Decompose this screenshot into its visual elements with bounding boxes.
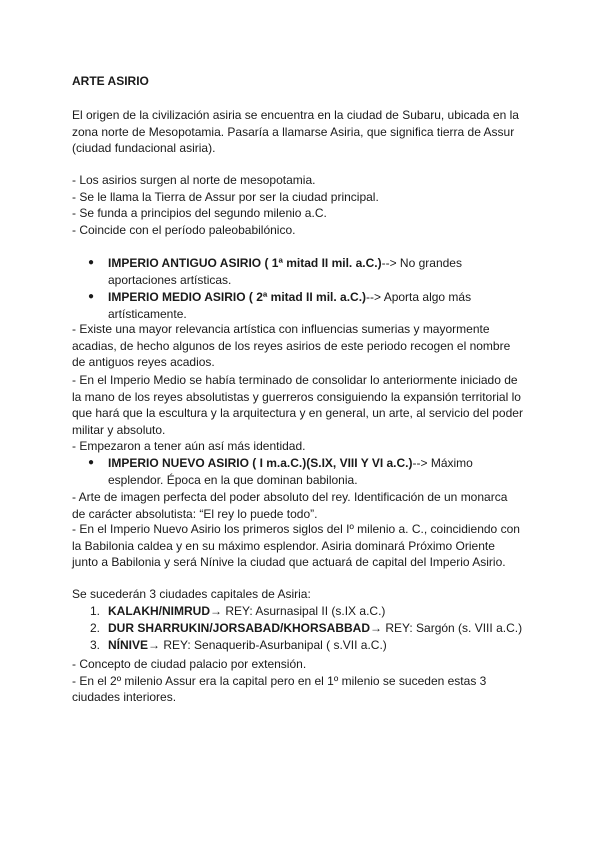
facts-list <box>72 172 532 238</box>
capitals-intro-text: Se sucederán 3 ciudades capitales de Asiria: <box>72 587 311 601</box>
nuevo-notes <box>72 521 532 571</box>
identity-note <box>72 438 532 455</box>
fact-item: - Coincide con el período paleobabilónico. <box>72 222 296 237</box>
capital-number: 3. <box>90 638 101 652</box>
note-line: - Arte de imagen perfecta del poder absoluto del rey. Identificación de un monarca <box>72 490 508 504</box>
note-line: junto a Babilonia y será Nínive la ciudad que actuará de capital del Imperio Asirio. <box>72 555 506 570</box>
note-line: la Babilonia caldea y en su máximo esplendor. Asiria dominará Próximo Oriente <box>72 538 495 553</box>
capital-number: 2. <box>90 621 101 635</box>
arrow-icon: → <box>370 621 383 635</box>
bullet-text: aportaciones artísticas. <box>108 272 232 287</box>
intro-line: El origen de la civilización asiria se encuentra en la ciudad de Subaru, ubicada en la <box>72 108 519 122</box>
note-line: la mano de los reyes absolutistas y guerreros consiguiendo la expansión territorial lo <box>72 389 521 404</box>
capital-item <box>90 637 387 654</box>
note-line: militar y absoluto. <box>72 422 166 437</box>
capital-item <box>90 603 385 620</box>
medio-notes <box>72 372 532 438</box>
note-line: - Empezaron a tener aún así más identidad. <box>72 439 306 453</box>
capital-king: REY: Asurnasipal II (s.IX a.C.) <box>222 604 386 618</box>
fact-item: - Los asirios surgen al norte de mesopotamia. <box>72 173 316 187</box>
note-line: - En el Imperio Nuevo Asirio los primeros siglos del Iº milenio a. C., coincidiendo con <box>72 522 520 536</box>
bullet-heading: IMPERIO ANTIGUO ASIRIO ( 1ª mitad II mil. a.C.) <box>108 256 382 270</box>
capital-city: DUR SHARRUKIN/JORSABAD/KHORSABBAD <box>108 621 371 635</box>
capital-king: REY: Sargón (s. VIII a.C.) <box>382 621 523 635</box>
bullet-dot-icon: ● <box>88 291 95 302</box>
antiguo-notes <box>72 321 532 371</box>
note-line: - Existe una mayor relevancia artística con influencias sumerias y mayormente <box>72 322 490 336</box>
arrow-icon: → <box>210 604 222 618</box>
fact-item: - Se funda a principios del segundo milenio a.C. <box>72 206 327 221</box>
bullet-text: artísticamente. <box>108 306 187 321</box>
capital-king: REY: Senaquerib-Asurbanipal ( s.VII a.C.) <box>160 638 387 652</box>
bullet-text: --> No grandes <box>381 256 462 270</box>
note-line: - En el Imperio Medio se había terminado de consolidar lo anteriormente iniciado de <box>72 373 518 387</box>
bullet-text: --> Aporta algo más <box>366 290 472 304</box>
bullet-dot-icon: ● <box>88 457 95 468</box>
bullet-text: --> Máximo <box>412 456 473 470</box>
fact-item: - Se le llama la Tierra de Assur por ser la ciudad principal. <box>72 189 379 204</box>
bullet-heading: IMPERIO NUEVO ASIRIO ( I m.a.C.)(S.IX, VIII Y VI a.C.) <box>108 456 413 470</box>
arrow-icon: → <box>148 638 161 652</box>
note-line: de carácter absolutista: “El rey lo puede todo”. <box>72 506 318 521</box>
bullet-heading: IMPERIO MEDIO ASIRIO ( 2ª mitad II mil. a.C.) <box>108 290 367 304</box>
capitals-intro <box>72 586 532 603</box>
note-line: ciudades interiores. <box>72 690 177 705</box>
note-line: - En el 2º milenio Assur era la capital pero en el 1º milenio se suceden estas 3 <box>72 673 487 688</box>
doc-title: ARTE ASIRIO <box>72 74 149 88</box>
rey-notes <box>72 489 532 522</box>
final-notes <box>72 656 532 706</box>
capital-city: KALAKH/NIMRUD <box>108 604 210 618</box>
bullet-dot-icon: ● <box>88 257 95 268</box>
note-line: que hará que la escultura y la arquitectura y en general, un arte, al servicio del poder <box>72 406 523 421</box>
capital-city: NÍNIVE <box>108 638 149 652</box>
intro-line: (ciudad fundacional asiria). <box>72 141 216 156</box>
intro-paragraph <box>72 107 532 157</box>
intro-line: zona norte de Mesopotamia. Pasaría a llamarse Asiria, que significa tierra de Assur <box>72 124 515 139</box>
note-line: de antiguos reyes acadios. <box>72 355 215 370</box>
capital-number: 1. <box>90 604 101 618</box>
note-line: acadias, de hecho algunos de los reyes asirios de este periodo recogen el nombre <box>72 338 511 353</box>
note-line: - Concepto de ciudad palacio por extensión. <box>72 657 307 671</box>
bullet-text: esplendor. Época en la que dominan babilonia. <box>108 472 358 487</box>
capital-item <box>90 620 522 637</box>
